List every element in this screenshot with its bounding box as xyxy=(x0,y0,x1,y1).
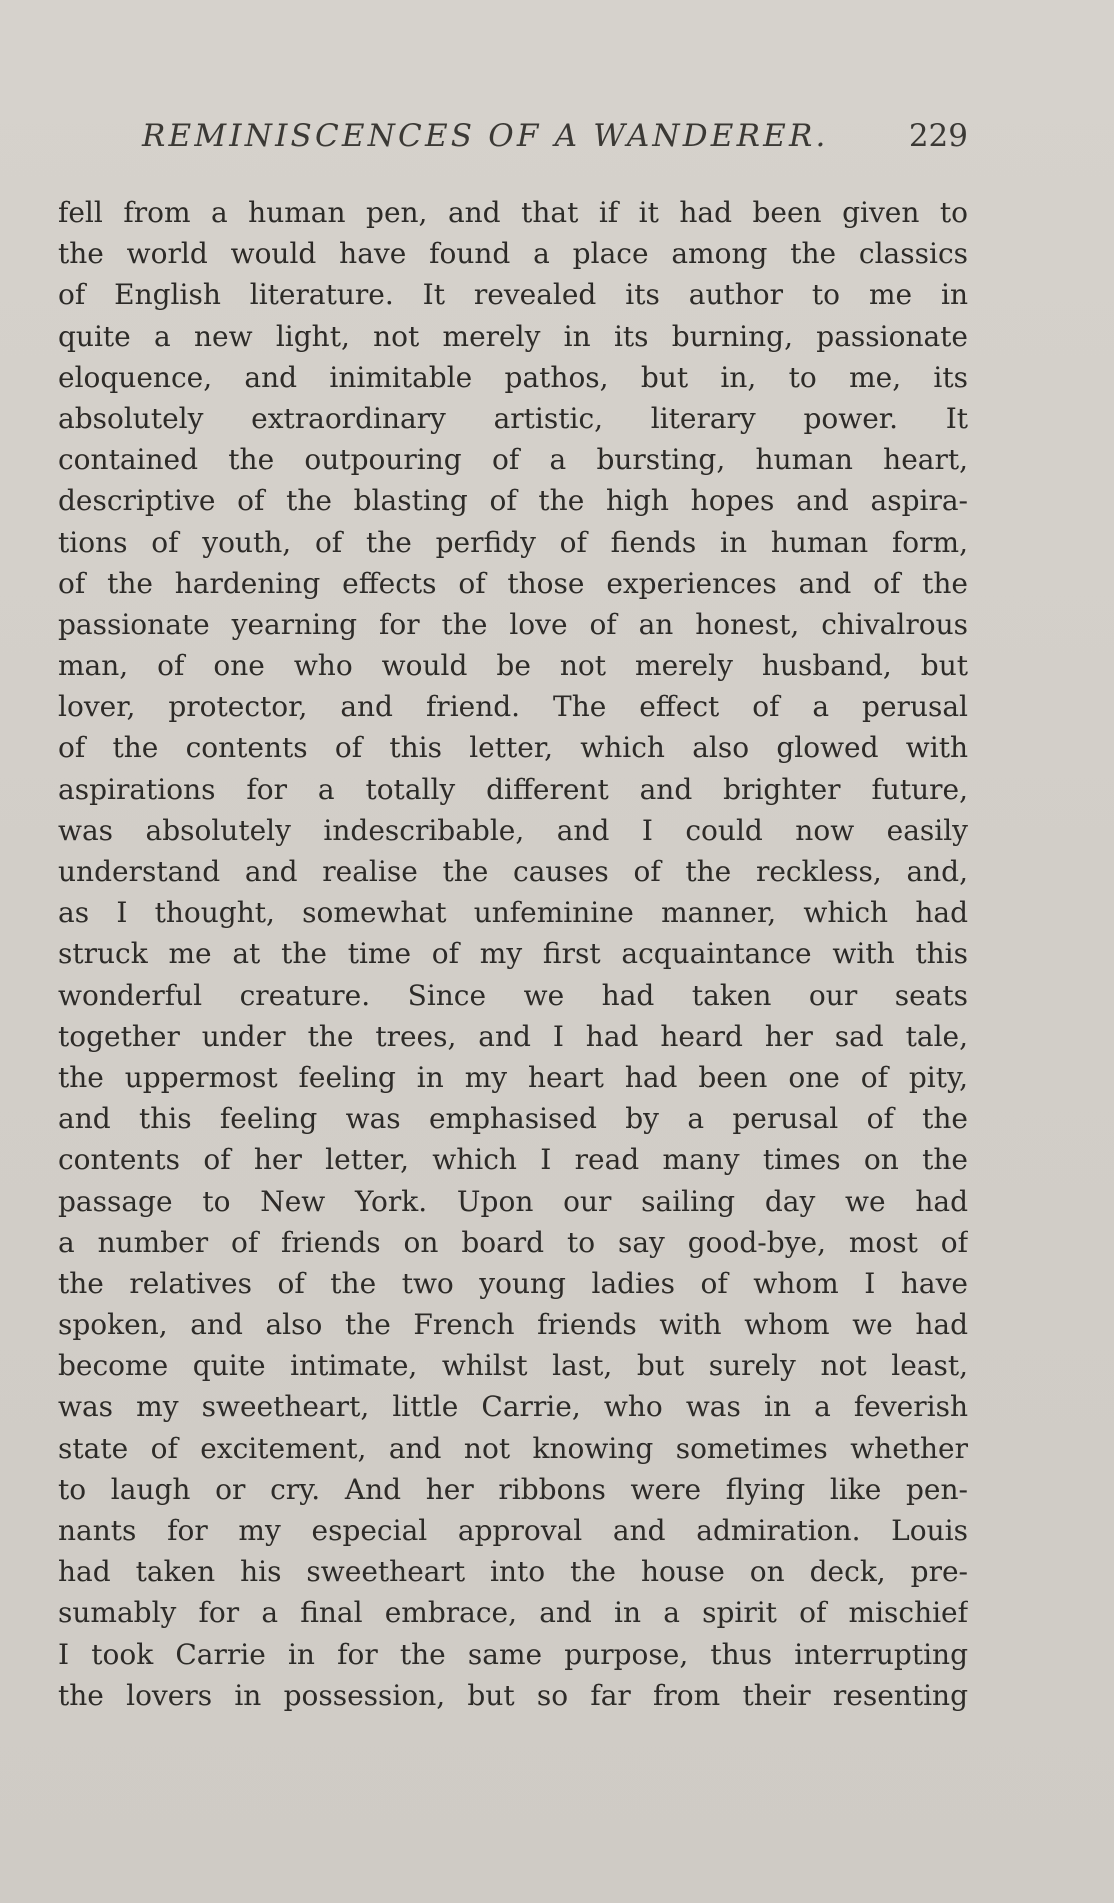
text-line: descriptive of the blasting of the high hopes and aspira- xyxy=(58,484,968,518)
text-line: aspirations for a totally different and brighter future, xyxy=(58,772,968,806)
text-line: as I thought, somewhat unfeminine manner, which had xyxy=(58,896,968,930)
text-line: the uppermost feeling in my heart had been one of pity, xyxy=(58,1060,968,1094)
text-line: contents of her letter, which I read many times on the xyxy=(58,1143,968,1177)
text-line: I took Carrie in for the same purpose, thus interrupting xyxy=(58,1637,968,1671)
text-line: man, of one who would be not merely husband, but xyxy=(58,649,968,683)
text-line: nants for my especial approval and admiration. Louis xyxy=(58,1514,968,1547)
text-line: was absolutely indescribable, and I could now easily xyxy=(58,813,968,847)
text-line: wonderful creature. Since we had taken our seats xyxy=(58,978,968,1012)
text-line: the world would have found a place among the classics xyxy=(58,237,968,271)
running-header xyxy=(56,118,966,166)
text-line: quite a new light, not merely in its burning, passionate xyxy=(58,319,968,353)
running-title: REMINISCENCES OF A WANDERER. xyxy=(142,118,829,154)
text-line: fell from a human pen, and that if it had been given to xyxy=(58,196,968,229)
text-line: was my sweetheart, little Carrie, who was in a feverish xyxy=(58,1390,968,1424)
text-line: of English literature. It revealed its author to me in xyxy=(58,278,968,312)
text-line: tions of youth, of the perfidy of fiends in human form, xyxy=(58,525,968,559)
text-line: of the hardening effects of those experiences and of the xyxy=(58,566,968,600)
text-line: become quite intimate, whilst last, but surely not least, xyxy=(58,1349,968,1383)
text-line: state of excitement, and not knowing sometimes whether xyxy=(58,1431,968,1465)
text-line: passage to New York. Upon our sailing day we had xyxy=(58,1184,968,1218)
text-line: passionate yearning for the love of an honest, chivalrous xyxy=(58,607,968,641)
text-line: absolutely extraordinary artistic, literary power. It xyxy=(58,401,968,435)
text-line: had taken his sweetheart into the house on deck, pre- xyxy=(58,1555,968,1589)
text-line: the lovers in possession, but so far from their resenting xyxy=(58,1678,968,1712)
text-line: understand and realise the causes of the reckless, and, xyxy=(58,855,968,888)
text-line: eloquence, and inimitable pathos, but in, to me, its xyxy=(58,360,968,394)
text-line: the relatives of the two young ladies of whom I have xyxy=(58,1266,968,1300)
text-line: lover, protector, and friend. The effect of a perusal xyxy=(58,690,968,724)
text-line: and this feeling was emphasised by a perusal of the xyxy=(58,1102,968,1136)
text-line: struck me at the time of my first acquaintance with this xyxy=(58,937,968,971)
text-line: contained the outpouring of a bursting, human heart, xyxy=(58,443,968,477)
page-number: 229 xyxy=(908,118,968,154)
text-line: spoken, and also the French friends with whom we had xyxy=(58,1308,968,1342)
text-line: a number of friends on board to say good-bye, most of xyxy=(58,1225,968,1259)
text-line: sumably for a final embrace, and in a spirit of mischief xyxy=(58,1596,968,1630)
text-line: together under the trees, and I had heard her sad tale, xyxy=(58,1019,968,1053)
body-text xyxy=(58,192,968,1716)
text-line: of the contents of this letter, which also glowed with xyxy=(58,731,968,765)
text-line: to laugh or cry. And her ribbons were flying like pen- xyxy=(58,1472,968,1506)
